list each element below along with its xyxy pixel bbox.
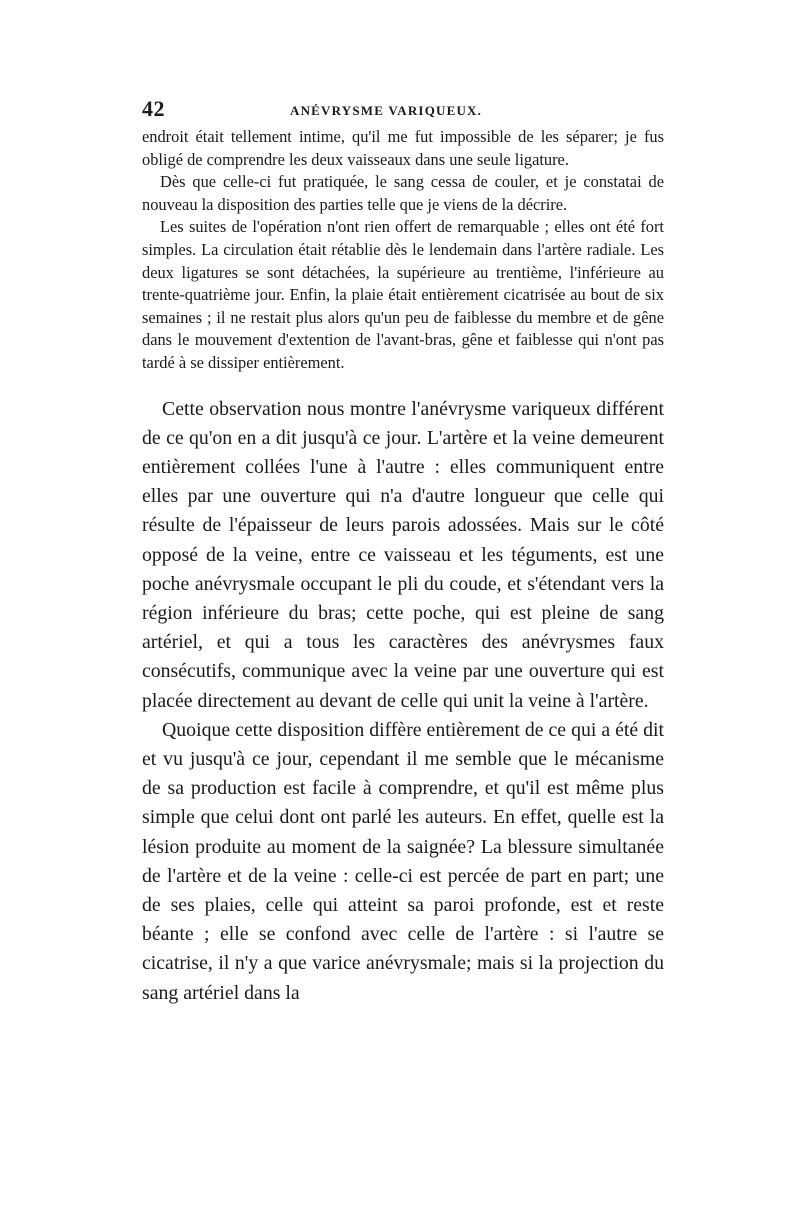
body-paragraph: Cette observation nous montre l'anévrysme variqueux différent de ce qu'on en a dit jusqu'à ce jour. L'artère et la veine demeurent entièrement collées l'une à l'autre : elles communiquent entre elles par une ouverture qui n'a d'autre longueur que celle qui résulte de l'épaisseur de leurs parois adossées. Mais sur le côté opposé de la veine, entre ce vaisseau et les téguments, est une poche anévrysmale occupant le pli du coude, et s'étendant vers la région inférieure du bras; cette poche, qui est pleine de sang artériel, et qui a tous les caractères des anévrysmes faux consécutifs, communique avec la veine par une ouverture qui est placée directement au devant de celle qui unit la veine à l'artère. (142, 397, 664, 712)
note-paragraph: Les suites de l'opération n'ont rien offert de remarquable ; elles ont été fort simples. La circulation était rétablie dès le lendemain dans l'artère radiale. Les deux ligatures se sont détachées, la supérieure au trentième, l'inférieure au trente-quatrième jour. Enfin, la plaie était entièrement cicatrisée au bout de six semaines ; il ne restait plus alors qu'un peu de faiblesse du membre et de gêne dans le mouvement d'extention de l'avant-bras, gêne et faiblesse qui n'ont pas tardé à se dissiper entièrement. (142, 217, 664, 372)
page-header (142, 96, 664, 126)
note-paragraph: Dès que celle-ci fut pratiquée, le sang cessa de couler, et je constatai de nouveau la disposition des parties telle que je viens de la décrire. (142, 172, 664, 214)
page-number: 42 (142, 96, 165, 121)
note-paragraph: endroit était tellement intime, qu'il me fut impossible de les séparer; je fus obligé de comprendre les deux vaisseaux dans une seule ligature. (142, 127, 664, 169)
book-page (142, 96, 664, 1008)
observation-notes (142, 126, 664, 375)
running-title: ANÉVRYSME VARIQUEUX. (290, 103, 483, 118)
body-paragraph: Quoique cette disposition diffère entièrement de ce qui a été dit et vu jusqu'à ce jour, cependant il me semble que le mécanisme de sa production est facile à comprendre, et qu'il est même plus simple que celui dont ont parlé les auteurs. En effet, quelle est la lésion produite au moment de la saignée? La blessure simultanée de l'artère et de la veine : celle-ci est percée de part en part; une de ses plaies, celle qui atteint sa paroi profonde, est et reste béante ; elle se confond avec celle de l'artère : si l'autre se cicatrise, il n'y a que varice anévrysmale; mais si la projection du sang artériel dans la (142, 718, 664, 1004)
main-text (142, 395, 664, 1008)
